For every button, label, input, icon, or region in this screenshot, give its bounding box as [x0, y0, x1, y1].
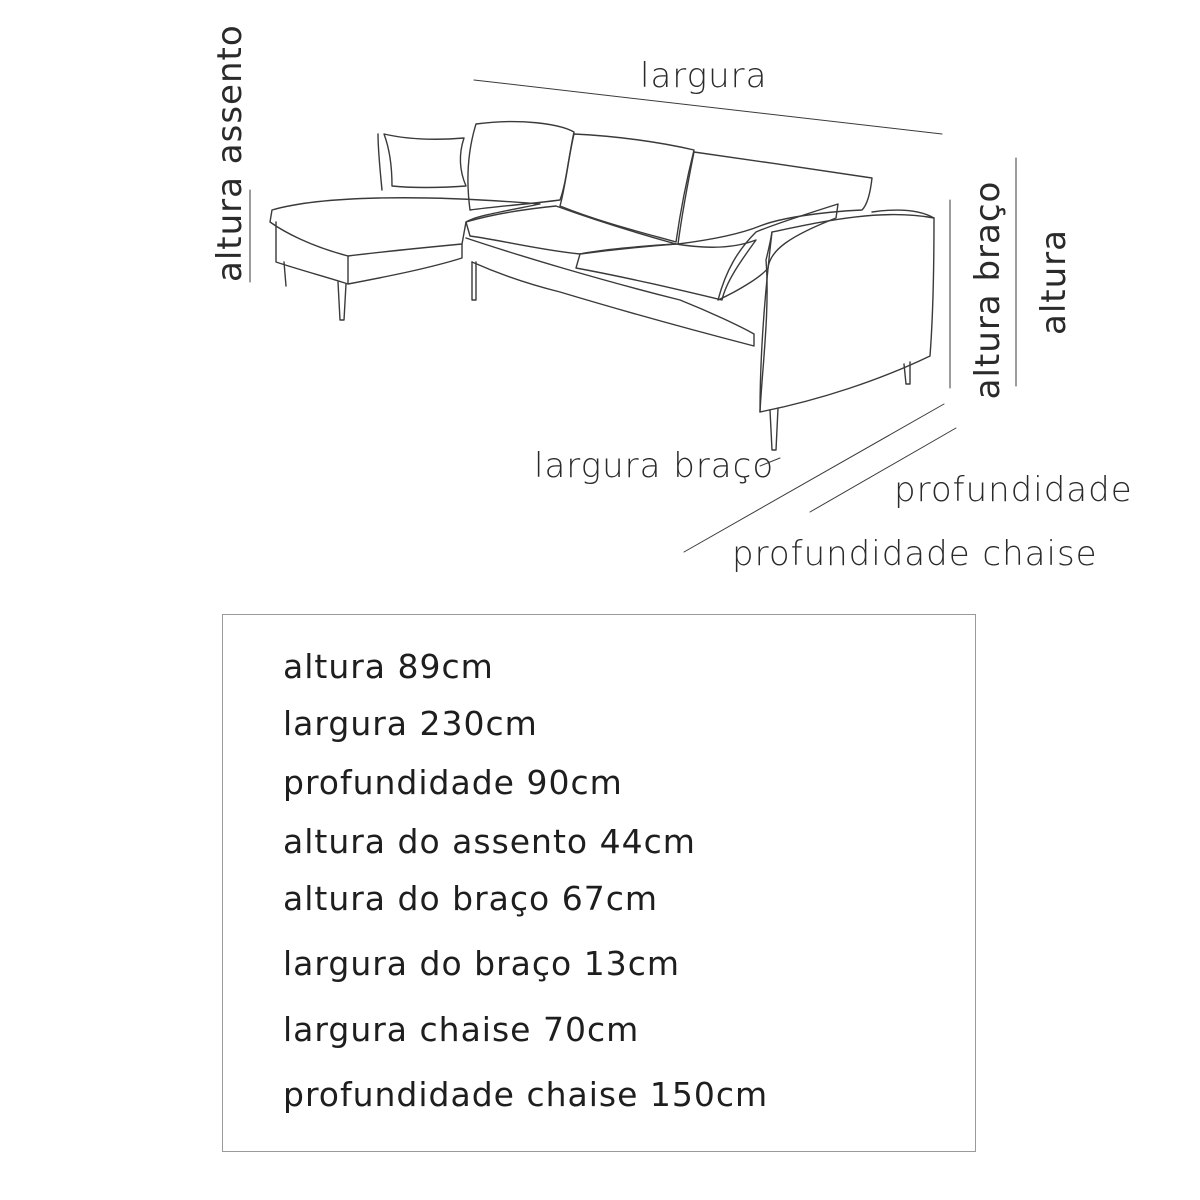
label-largura: largura [640, 56, 768, 96]
label-altura-braco: altura braço [968, 180, 1008, 400]
back-cushion-middle [560, 134, 694, 242]
spec-largura-chaise: largura chaise 70cm [283, 1010, 640, 1049]
spec-profundidade: profundidade 90cm [283, 763, 623, 802]
dimensions-spec-box [222, 614, 976, 1152]
front-right-leg [770, 408, 778, 450]
chaise-side-leg [472, 262, 476, 300]
throw-pillow-right [718, 204, 838, 300]
spec-altura-braco: altura do braço 67cm [283, 879, 658, 918]
sofa-base-front [466, 238, 754, 346]
back-cushion-left [468, 122, 574, 210]
label-profundidade: profundidade [894, 470, 1133, 510]
label-profundidade-chaise: profundidade chaise [732, 534, 1098, 574]
throw-pillow-left [384, 134, 466, 188]
spec-largura: largura 230cm [283, 704, 538, 743]
spec-altura: altura 89cm [283, 647, 494, 686]
label-altura: altura [1034, 229, 1074, 335]
label-altura-assento: altura assento [210, 24, 250, 282]
spec-altura-assento: altura do assento 44cm [283, 822, 696, 861]
spec-largura-braco: largura do braço 13cm [283, 944, 680, 983]
chaise-corner-edge [378, 134, 382, 190]
chaise-front-leg [338, 282, 346, 320]
right-arm [760, 215, 934, 412]
spec-profundidade-chaise: profundidade chaise 150cm [283, 1075, 769, 1114]
back-cushion-right [678, 152, 872, 244]
label-largura-braco: largura braço [534, 446, 775, 486]
